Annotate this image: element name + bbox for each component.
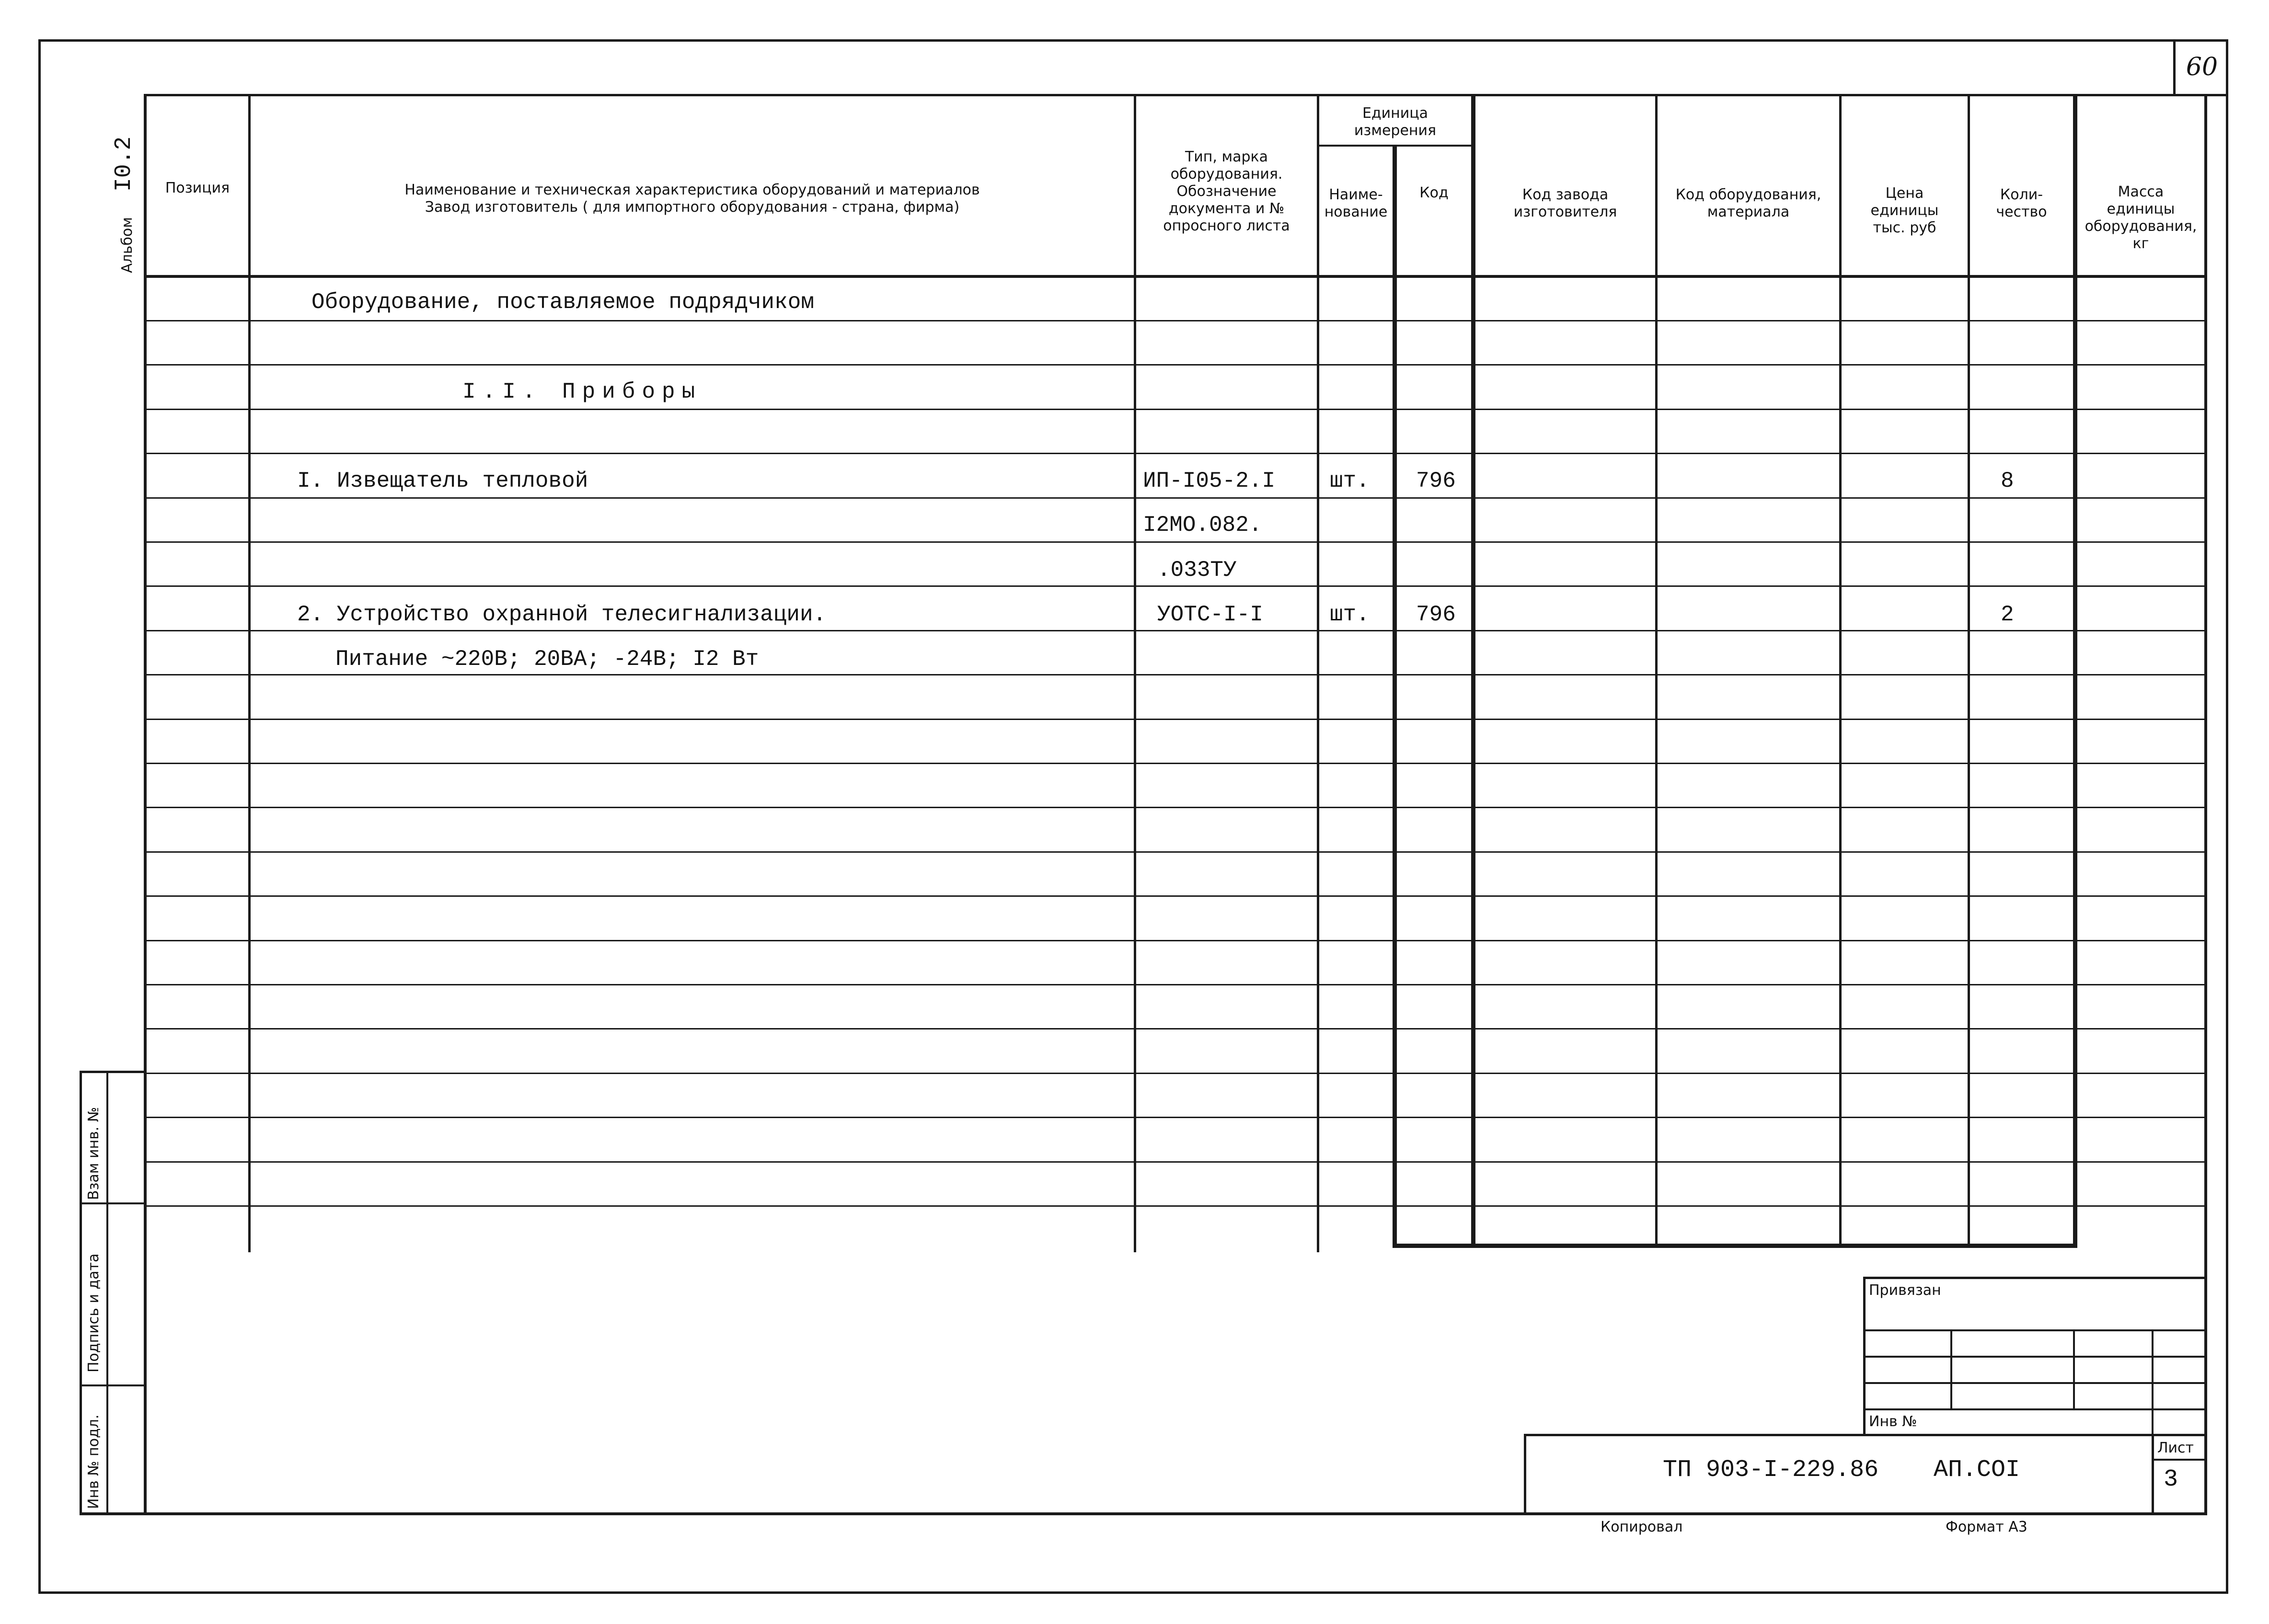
row2-name: 2. Устройство охранной телесигнализации.	[297, 602, 827, 627]
header-equip-code	[1658, 182, 1839, 225]
tb-section: АП.СОI	[1934, 1456, 2020, 1484]
unit-group-divider	[1317, 145, 1475, 147]
side-signature-date: Подпись и дата	[85, 1253, 102, 1372]
outer-frame-top	[38, 39, 2228, 42]
header-mass-line4: кг	[2132, 235, 2149, 252]
col-line-name	[1134, 94, 1136, 1252]
row-line	[147, 851, 2204, 853]
header-equip-code-line2: материала	[1707, 204, 1790, 220]
row-line	[147, 1205, 2204, 1207]
row2-type: УОТС-I-I	[1157, 602, 1263, 627]
header-factory-code	[1475, 182, 1655, 225]
header-type-line5: опросного листа	[1163, 217, 1290, 234]
bold-box-bottom	[1393, 1244, 2077, 1248]
col-line-type	[1317, 94, 1319, 1252]
tb-col2	[2073, 1329, 2075, 1408]
header-bottom-line	[144, 275, 2204, 278]
header-factory-code-line2: изготовителя	[1513, 204, 1617, 220]
row2-code: 796	[1416, 602, 1456, 627]
header-type-line3: Обозначение	[1176, 183, 1277, 200]
row1-code: 796	[1416, 469, 1456, 493]
header-qty-line2: чество	[1996, 204, 2047, 220]
header-unit-group	[1319, 102, 1471, 143]
row-line	[147, 984, 2204, 985]
tb-format: Формат А3	[1946, 1519, 2027, 1535]
header-equip-code-line1: Код оборудования,	[1675, 186, 1821, 203]
row-line	[147, 409, 2204, 410]
header-price-line2: единицы	[1870, 202, 1939, 219]
header-qty-line1: Коли-	[2000, 186, 2043, 203]
row-line	[147, 630, 2204, 631]
header-type-line2: оборудования.	[1170, 166, 1283, 183]
side-inv-replace: Взам инв. №	[85, 1107, 102, 1200]
tb-sheet-number: 3	[2164, 1466, 2178, 1493]
row1-type-cont2: .033ТУ	[1157, 558, 1237, 583]
header-type-line1: Тип, марка	[1185, 149, 1268, 165]
header-type	[1136, 134, 1317, 249]
tb-col1	[1950, 1329, 1952, 1408]
row-line	[147, 541, 2204, 543]
row-line	[147, 364, 2204, 366]
side-stamp-top	[80, 1071, 146, 1073]
header-unit-name-line2: нование	[1324, 204, 1388, 220]
inner-frame-left	[144, 94, 147, 1514]
row-line	[147, 1028, 2204, 1029]
album-number: I0.2	[111, 136, 137, 192]
row-line	[147, 320, 2204, 321]
tb-document-code: ТП 903-I-229.86	[1663, 1456, 1879, 1484]
header-name-line1: Наименование и техническая характеристика оборудований и материалов	[404, 182, 980, 198]
tb-sheet-divider	[2152, 1459, 2204, 1461]
row-line	[147, 763, 2204, 764]
table-top-line	[144, 94, 2204, 96]
header-mass-line3: оборудования,	[2085, 218, 2197, 235]
header-factory-code-line1: Код завода	[1522, 186, 1609, 203]
row2-qty: 2	[2001, 602, 2014, 627]
row1-type-cont1: I2МО.082.	[1143, 513, 1262, 538]
header-unit-name	[1319, 182, 1393, 225]
header-mass-line1: Масса	[2118, 183, 2164, 200]
side-stamp-row1	[80, 1202, 146, 1204]
side-stamp-row2	[80, 1384, 146, 1386]
row-line	[147, 585, 2204, 587]
header-mass-line2: единицы	[2107, 201, 2175, 217]
outer-frame-left	[38, 39, 41, 1594]
row-line	[147, 1161, 2204, 1163]
header-qty	[1970, 182, 2073, 225]
inner-frame-bottom	[80, 1512, 2207, 1515]
row-line	[147, 895, 2204, 897]
row1-name: I. Извещатель тепловой	[297, 469, 588, 493]
album-label: Альбом	[119, 217, 136, 273]
row-line	[147, 1073, 2204, 1074]
outer-frame-bottom	[38, 1591, 2228, 1594]
outer-frame-right	[2226, 39, 2228, 1594]
inner-frame-right	[2204, 94, 2207, 1514]
tb-copied: Копировал	[1601, 1519, 1683, 1535]
page-number-box-left	[2173, 39, 2176, 96]
row1-unit: шт.	[1330, 469, 1370, 493]
row-subsection-title: I.I. Приборы	[462, 379, 702, 404]
row-line	[147, 940, 2204, 941]
tb-sheet-left	[2152, 1434, 2154, 1515]
page-number: 60	[2186, 53, 2218, 81]
header-mass	[2077, 177, 2204, 259]
header-unit-group-line2: измерения	[1354, 122, 1437, 139]
row1-qty: 8	[2001, 469, 2014, 493]
tb-col3	[2152, 1329, 2154, 1436]
side-stamp-divider	[106, 1071, 108, 1515]
col-line-unit-name	[1393, 145, 1397, 1247]
row-line	[147, 807, 2204, 808]
header-unit-name-line1: Наиме-	[1329, 186, 1383, 203]
row-line	[147, 674, 2204, 675]
row2-unit: шт.	[1330, 602, 1370, 627]
row-line	[147, 453, 2204, 454]
header-unit-code: Код	[1419, 184, 1449, 201]
tb-sheet-label: Лист	[2157, 1440, 2194, 1456]
header-price-line3: тыс. руб	[1873, 219, 1936, 236]
col-line-position	[248, 94, 251, 1252]
tb-attached-label: Привязан	[1869, 1282, 1941, 1299]
header-name	[251, 177, 1134, 220]
header-price	[1842, 182, 1968, 240]
header-position: Позиция	[165, 180, 230, 196]
row1-type: ИП-I05-2.I	[1143, 469, 1276, 493]
row2-power: Питание ~220В; 20ВА; -24В; I2 Вт	[335, 647, 759, 672]
side-inv-original: Инв № подл.	[85, 1414, 102, 1509]
tb-attached-top	[1863, 1277, 2204, 1279]
row-section-title: Оборудование, поставляемое подрядчиком	[311, 290, 814, 315]
header-price-line1: Цена	[1885, 185, 1924, 202]
row-line	[147, 1117, 2204, 1118]
row-line	[147, 497, 2204, 499]
header-unit-group-line1: Единица	[1362, 105, 1428, 122]
side-stamp-left	[80, 1071, 82, 1515]
tb-inv-no-label: Инв №	[1869, 1413, 1917, 1430]
header-name-line2: Завод изготовитель ( для импортного оборудования - страна, фирма)	[425, 199, 960, 216]
row-line	[147, 719, 2204, 720]
header-type-line4: документа и №	[1168, 200, 1285, 217]
tb-main-top	[1524, 1434, 2204, 1436]
tb-main-left	[1524, 1434, 1526, 1515]
